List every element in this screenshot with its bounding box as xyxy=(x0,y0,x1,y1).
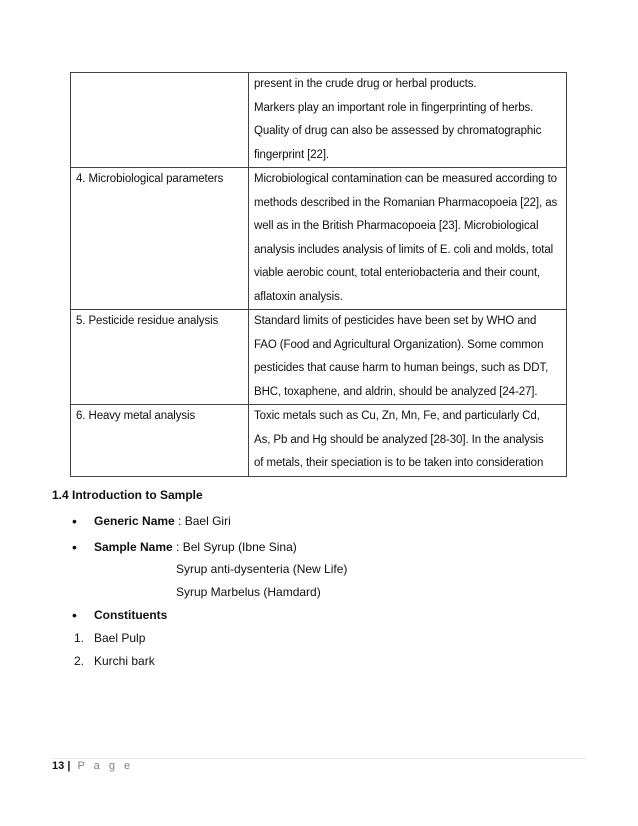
sample-extra-line: Syrup Marbelus (Hamdard) xyxy=(176,585,321,599)
parameters-table xyxy=(70,72,567,477)
bullet-icon: • xyxy=(72,513,77,529)
description-line: Microbiological contamination can be measured according to xyxy=(254,173,557,185)
param-cell: 6. Heavy metal analysis xyxy=(71,405,249,477)
list-item-number: 1. xyxy=(74,631,85,645)
param-cell: 5. Pesticide residue analysis xyxy=(71,310,249,405)
table-row xyxy=(71,73,567,168)
generic-name-row xyxy=(94,514,231,528)
description-cell xyxy=(249,73,567,168)
footer-divider xyxy=(52,758,586,759)
description-line: aflatoxin analysis. xyxy=(254,290,343,303)
bullet-icon: • xyxy=(72,539,77,555)
sample-name-label: Sample Name xyxy=(94,540,173,554)
description-line: of metals, their speciation is to be taken into consideration xyxy=(254,457,544,469)
description-line: methods described in the Romanian Pharmacopoeia [22], as xyxy=(254,196,558,209)
table-row xyxy=(71,405,567,477)
description-line: present in the crude drug or herbal products. xyxy=(254,78,477,90)
generic-name-value: : Bael Giri xyxy=(174,514,231,528)
list-item-text: Kurchi bark xyxy=(94,654,155,668)
description-line: analysis includes analysis of limits of E. coli and molds, total xyxy=(254,243,554,256)
param-cell xyxy=(71,73,249,168)
sample-name-row xyxy=(94,540,297,554)
constituents-label: Constituents xyxy=(94,608,168,622)
table-row xyxy=(71,310,567,405)
page-number: 13 xyxy=(52,760,65,772)
sample-name-value: : Bel Syrup (Ibne Sina) xyxy=(172,540,297,554)
param-cell: 4. Microbiological parameters xyxy=(71,168,249,310)
description-line: FAO (Food and Agricultural Organization). Some common xyxy=(254,338,544,351)
page-word: P a g e xyxy=(77,760,134,772)
list-item xyxy=(74,654,84,668)
description-line: viable aerobic count, total enteriobacteria and their count, xyxy=(254,267,541,279)
description-line: BHC, toxaphene, and aldrin, should be analyzed [24-27]. xyxy=(254,385,538,398)
description-cell xyxy=(249,405,567,477)
footer-separator: | xyxy=(67,760,71,772)
description-line: fingerprint [22]. xyxy=(254,148,330,161)
description-line: Standard limits of pesticides have been set by WHO and xyxy=(254,315,537,327)
sample-extra-line: Syrup anti-dysenteria (New Life) xyxy=(176,562,348,576)
description-line: As, Pb and Hg should be analyzed [28-30]. In the analysis xyxy=(254,433,544,446)
section-heading: 1.4 Introduction to Sample xyxy=(52,488,203,502)
generic-name-label: Generic Name xyxy=(94,514,175,528)
description-cell xyxy=(249,168,567,310)
description-cell xyxy=(249,310,567,405)
description-line: pesticides that cause harm to human beings, such as DDT, xyxy=(254,362,549,374)
page-footer xyxy=(52,760,133,772)
table-row xyxy=(71,168,567,310)
list-item-text: Bael Pulp xyxy=(94,631,146,645)
list-item xyxy=(74,631,84,645)
description-line: Markers play an important role in fingerprinting of herbs. xyxy=(254,101,534,114)
list-item-number: 2. xyxy=(74,654,85,668)
description-line: Quality of drug can also be assessed by chromatographic xyxy=(254,125,542,137)
bullet-icon: • xyxy=(72,607,77,623)
description-line: Toxic metals such as Cu, Zn, Mn, Fe, and particularly Cd, xyxy=(254,410,540,422)
description-line: well as in the British Pharmacopoeia [23]. Microbiological xyxy=(254,220,539,232)
